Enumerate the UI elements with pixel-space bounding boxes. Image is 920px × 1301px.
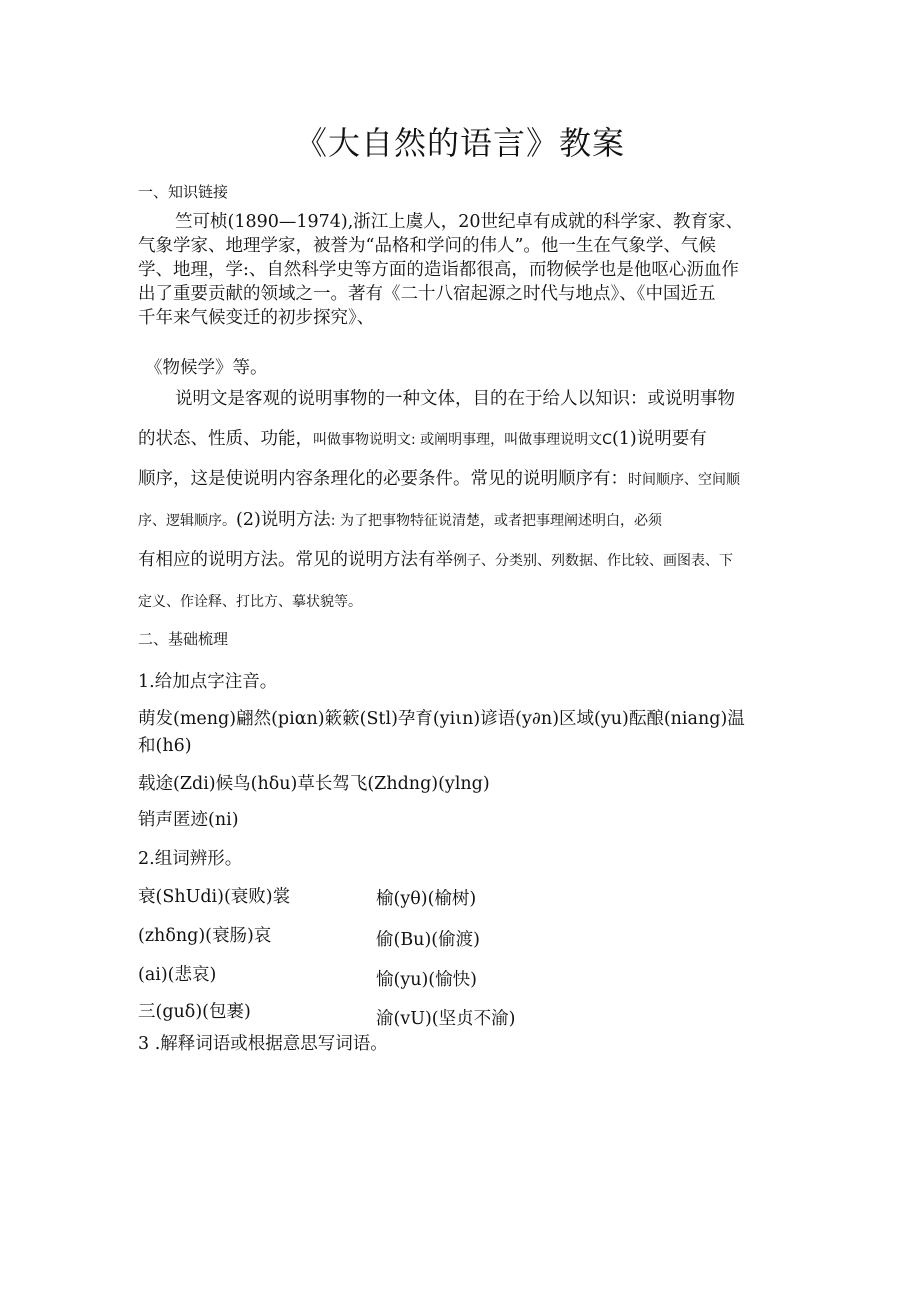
author-intro-paragraph [138,210,788,330]
question-2-label: 2.组词辨形。 [138,849,243,869]
pinyin-line: 和(h6) [138,736,192,756]
word-group-right: 偷(Bu)(偷渡) [376,930,480,950]
pinyin-line: 载途(Zdi)候鸟(hδu)草长驾飞(Zhdng)(ylng) [138,774,490,794]
word-group-left: 衰(ShUdi)(衰败)裳 [138,887,291,907]
section-heading-knowledge: 一、知识链接 [138,183,229,201]
intro-line: 出了重要贡献的领域之一。著有《二十八宿起源之时代与地点》、《中国近五 [138,284,716,304]
explain-line: 说明文是客观的说明事物的一种文体，目的在于给人以知识：或说明事物 [175,389,735,409]
word-group-right: 榆(yθ)(榆树) [376,889,477,909]
explain-line: 序、逻辑顺序。(2)说明方法: 为了把事物特征说清楚，或者把事理阐述明白，必须 [138,509,662,530]
question-1-label: 1.给加点字注音。 [138,672,278,692]
word-group-left: 三(guδ)(包裹) [138,1002,251,1022]
question-3-label: 3 .解释词语或根据意思写词语。 [138,1034,388,1054]
word-group-right: 渝(vU)(坚贞不渝) [376,1009,516,1029]
explain-line: 的状态、性质、功能，叫做事物说明文: 或阐明事理，叫做事理说明文C(1)说明要有 [138,428,707,449]
word-group-left: (ai)(悲哀) [138,965,217,985]
explain-line: 顺序，这是使说明内容条理化的必要条件。常见的说明顺序有：时间顺序、空间顺 [138,469,740,489]
intro-line: 气象学家、地理学家，被誉为“品格和学问的伟人”。他一生在气象学、气候 [138,236,716,256]
section-heading-basics: 二、基础梳理 [138,630,229,648]
intro-line: 竺可桢(1890—1974),浙江上虞人，20世纪卓有成就的科学家、教育家、 [175,212,744,232]
intro-line: 千年来气候变迁的初步探究》、 [138,308,375,328]
expository-text-paragraph [138,380,788,622]
word-group-left: (zhδng)(衰肠)哀 [138,926,272,946]
word-group-right: 愉(yu)(愉快) [376,970,477,990]
pinyin-line: 销声匿迹(ni) [138,810,239,830]
intro-last-line: 《物候学》等。 [145,358,268,378]
explain-line: 定义、作诠释、打比方、摹状貌等。 [138,593,362,610]
intro-line: 学、地理，学:、自然科学史等方面的造诣都很高，而物候学也是他呕心沥血作 [138,260,739,280]
explain-line: 有相应的说明方法。常见的说明方法有举例子、分类别、列数据、作比较、画图表、下 [138,550,733,570]
page-title: 《大自然的语言》教案 [294,124,625,162]
pinyin-line: 萌发(meng)翩然(piαn)簌簌(Stl)孕育(yiιn)谚语(y∂n)区域(yu)酝酿(niang)温 [138,709,745,729]
